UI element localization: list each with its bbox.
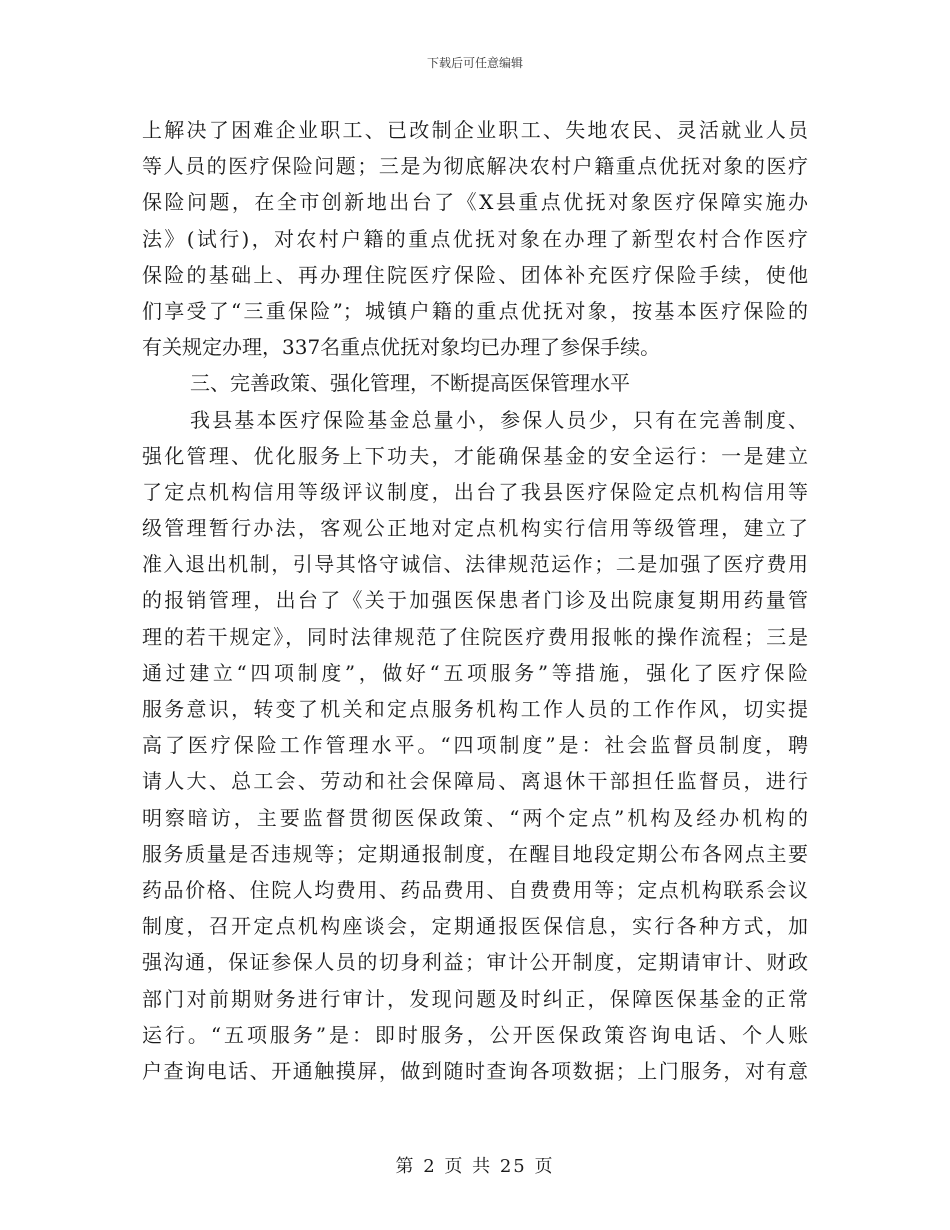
text-line: 等人员的医疗保险问题；三是为彻底解决农村户籍重点优抚对象的医疗 (142, 154, 808, 179)
text-line: 明察暗访，主要监督贯彻医保政策、“两个定点”机构及经办机构的 (142, 805, 808, 830)
text-line: 上解决了困难企业职工、已改制企业职工、失地农民、灵活就业人员 (142, 118, 808, 142)
text-line: 有关规定办理，337名重点优抚对象均已办理了参保手续。 (142, 335, 661, 360)
text-line: 理的若干规定》，同时法律规范了住院医疗费用报帐的操作流程；三是 (142, 624, 808, 649)
text-line: 药品价格、住院人均费用、药品费用、自费费用等；定点机构联系会议 (142, 877, 808, 902)
text-line: 制度，召开定点机构座谈会，定期通报医保信息，实行各种方式，加 (142, 914, 808, 939)
text-line: 们享受了“三重保险”；城镇户籍的重点优抚对象，按基本医疗保险的 (142, 298, 808, 323)
text-line: 请人大、总工会、劳动和社会保障局、离退休干部担任监督员，进行 (142, 769, 808, 794)
section-heading: 三、完善政策、强化管理，不断提高医保管理水平 (190, 371, 630, 396)
text-line: 强化管理、优化服务上下功夫，才能确保基金的安全运行：一是建立 (142, 443, 808, 468)
text-line: 保险问题，在全市创新地出台了《X县重点优抚对象医疗保障实施办 (142, 190, 808, 215)
text-line: 的报销管理，出台了《关于加强医保患者门诊及出院康复期用药量管 (142, 588, 808, 613)
text-line: 高了医疗保险工作管理水平。“四项制度”是：社会监督员制度，聘 (142, 733, 808, 758)
text-line: 部门对前期财务进行审计，发现问题及时纠正，保障医保基金的正常 (142, 986, 808, 1011)
text-line: 服务意识，转变了机关和定点服务机构工作人员的工作作风，切实提 (142, 697, 808, 721)
text-line: 服务质量是否违规等；定期通报制度，在醒目地段定期公布各网点主要 (142, 841, 808, 866)
text-line: 我县基本医疗保险基金总量小，参保人员少，只有在完善制度、 (190, 407, 808, 432)
text-line: 运行。“五项服务”是：即时服务，公开医保政策咨询电话、个人账 (142, 1022, 808, 1047)
page-number: 第 2 页 共 25 页 (395, 1156, 555, 1177)
text-line: 级管理暂行办法，客观公正地对定点机构实行信用等级管理，建立了 (142, 516, 808, 541)
text-line: 准入退出机制，引导其恪守诚信、法律规范运作；二是加强了医疗费用 (142, 552, 808, 577)
page-header-note: 下载后可任意编辑 (426, 56, 523, 70)
text-line: 通过建立“四项制度”，做好“五项服务”等措施，强化了医疗保险 (142, 660, 808, 685)
text-line: 法》(试行)，对农村户籍的重点优抚对象在办理了新型农村合作医疗 (142, 226, 808, 251)
text-line: 户查询电话、开通触摸屏，做到随时查询各项数据；上门服务，对有意 (142, 1058, 808, 1083)
text-line: 了定点机构信用等级评议制度，出台了我县医疗保险定点机构信用等 (142, 479, 808, 504)
text-line: 保险的基础上、再办理住院医疗保险、团体补充医疗保险手续，使他 (142, 262, 808, 287)
document-body (142, 112, 808, 1089)
text-line: 强沟通，保证参保人员的切身利益；审计公开制度，定期请审计、财政 (142, 950, 808, 975)
